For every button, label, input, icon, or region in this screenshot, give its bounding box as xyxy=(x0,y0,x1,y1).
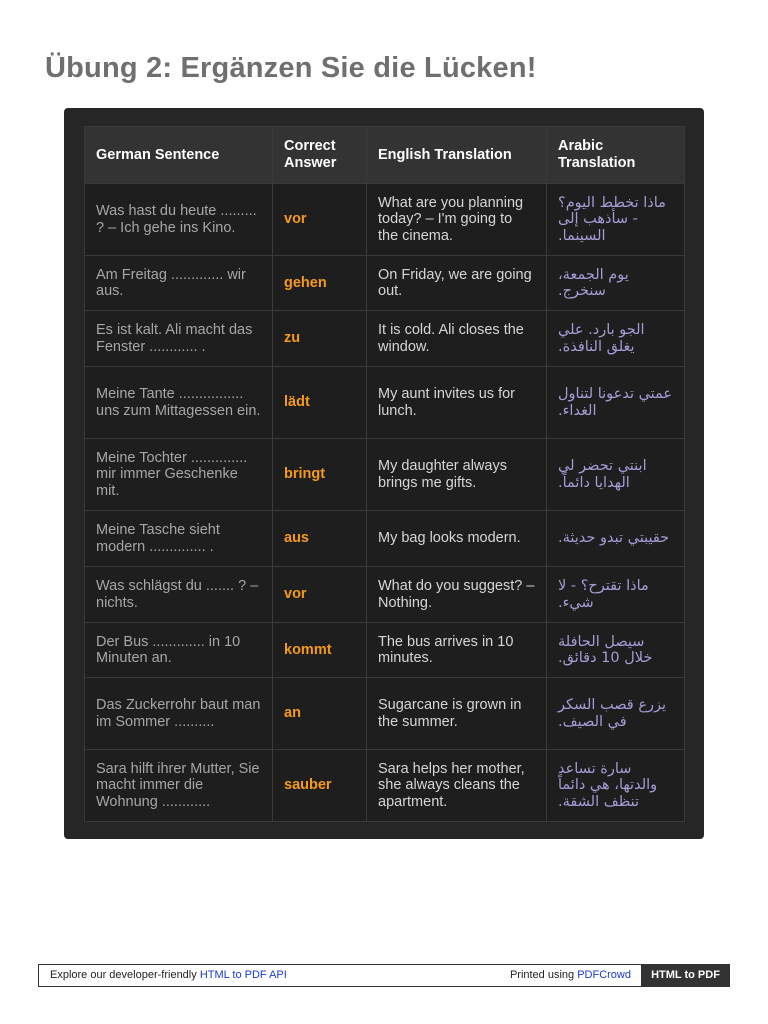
table-row xyxy=(85,678,685,750)
header-german-sentence: German Sentence xyxy=(85,127,273,184)
correct-answer: aus xyxy=(273,511,367,567)
correct-answer: sauber xyxy=(273,750,367,822)
page-title: Übung 2: Ergänzen Sie die Lücken! xyxy=(45,52,537,84)
arabic-translation: حقيبتي تبدو حديثة. xyxy=(547,511,685,567)
footer-left xyxy=(50,969,287,981)
german-sentence: Sara hilft ihrer Mutter, Sie macht immer die Wohnung ............ xyxy=(85,750,273,822)
exercise-table-card xyxy=(64,108,704,839)
english-translation: Sugarcane is grown in the summer. xyxy=(367,678,547,750)
english-translation: My bag looks modern. xyxy=(367,511,547,567)
table-header-row xyxy=(85,127,685,184)
table-row xyxy=(85,750,685,822)
table-row xyxy=(85,367,685,439)
header-english-translation: English Translation xyxy=(367,127,547,184)
english-translation: On Friday, we are going out. xyxy=(367,256,547,311)
english-translation: My daughter always brings me gifts. xyxy=(367,439,547,511)
german-sentence: Am Freitag ............. wir aus. xyxy=(85,256,273,311)
table-row xyxy=(85,567,685,623)
footer-right xyxy=(510,969,631,981)
english-translation: What do you suggest? – Nothing. xyxy=(367,567,547,623)
german-sentence: Meine Tasche sieht modern .............. . xyxy=(85,511,273,567)
arabic-translation: الجو بارد. علي يغلق النافذة. xyxy=(547,311,685,367)
correct-answer: vor xyxy=(273,567,367,623)
footer-left-text: Explore our developer-friendly xyxy=(50,969,200,981)
correct-answer: kommt xyxy=(273,623,367,678)
german-sentence: Es ist kalt. Ali macht das Fenster ............ . xyxy=(85,311,273,367)
html-to-pdf-api-link[interactable]: HTML to PDF API xyxy=(199,969,287,981)
table-row xyxy=(85,439,685,511)
html-to-pdf-badge[interactable]: HTML to PDF xyxy=(641,964,730,987)
header-arabic-translation: Arabic Translation xyxy=(547,127,685,184)
pdfcrowd-link[interactable]: PDFCrowd xyxy=(577,969,631,981)
english-translation: It is cold. Ali closes the window. xyxy=(367,311,547,367)
correct-answer: vor xyxy=(273,184,367,256)
german-sentence: Der Bus ............. in 10 Minuten an. xyxy=(85,623,273,678)
header-correct-answer: Correct Answer xyxy=(273,127,367,184)
table-row xyxy=(85,311,685,367)
german-sentence: Meine Tochter .............. mir immer Geschenke mit. xyxy=(85,439,273,511)
pdfcrowd-footer xyxy=(38,964,730,987)
english-translation: Sara helps her mother, she always cleans the apartment. xyxy=(367,750,547,822)
german-sentence: Das Zuckerrohr baut man im Sommer .......... xyxy=(85,678,273,750)
arabic-translation: يوم الجمعة، سنخرج. xyxy=(547,256,685,311)
correct-answer: zu xyxy=(273,311,367,367)
arabic-translation: سارة تساعد والدتها، هي دائماً تنظف الشقة. xyxy=(547,750,685,822)
correct-answer: an xyxy=(273,678,367,750)
arabic-translation: ماذا تخطط اليوم؟ - سأذهب إلى السينما. xyxy=(547,184,685,256)
english-translation: What are you planning today? – I'm going to the cinema. xyxy=(367,184,547,256)
table-row xyxy=(85,623,685,678)
german-sentence: Was hast du heute ......... ? – Ich gehe ins Kino. xyxy=(85,184,273,256)
correct-answer: gehen xyxy=(273,256,367,311)
german-sentence: Meine Tante ................ uns zum Mittagessen ein. xyxy=(85,367,273,439)
english-translation: My aunt invites us for lunch. xyxy=(367,367,547,439)
footer-right-text: Printed using xyxy=(509,969,578,981)
correct-answer: bringt xyxy=(273,439,367,511)
arabic-translation: ماذا تقترح؟ - لا شيء. xyxy=(547,567,685,623)
arabic-translation: سيصل الحافلة خلال 10 دقائق. xyxy=(547,623,685,678)
arabic-translation: ابنتي تحضر لي الهدايا دائماً. xyxy=(547,439,685,511)
arabic-translation: عمتي تدعونا لتناول الغداء. xyxy=(547,367,685,439)
table-row xyxy=(85,511,685,567)
exercise-table xyxy=(84,126,685,822)
table-row xyxy=(85,184,685,256)
english-translation: The bus arrives in 10 minutes. xyxy=(367,623,547,678)
table-row xyxy=(85,256,685,311)
german-sentence: Was schlägst du ....... ? – nichts. xyxy=(85,567,273,623)
arabic-translation: يزرع قصب السكر في الصيف. xyxy=(547,678,685,750)
correct-answer: lädt xyxy=(273,367,367,439)
